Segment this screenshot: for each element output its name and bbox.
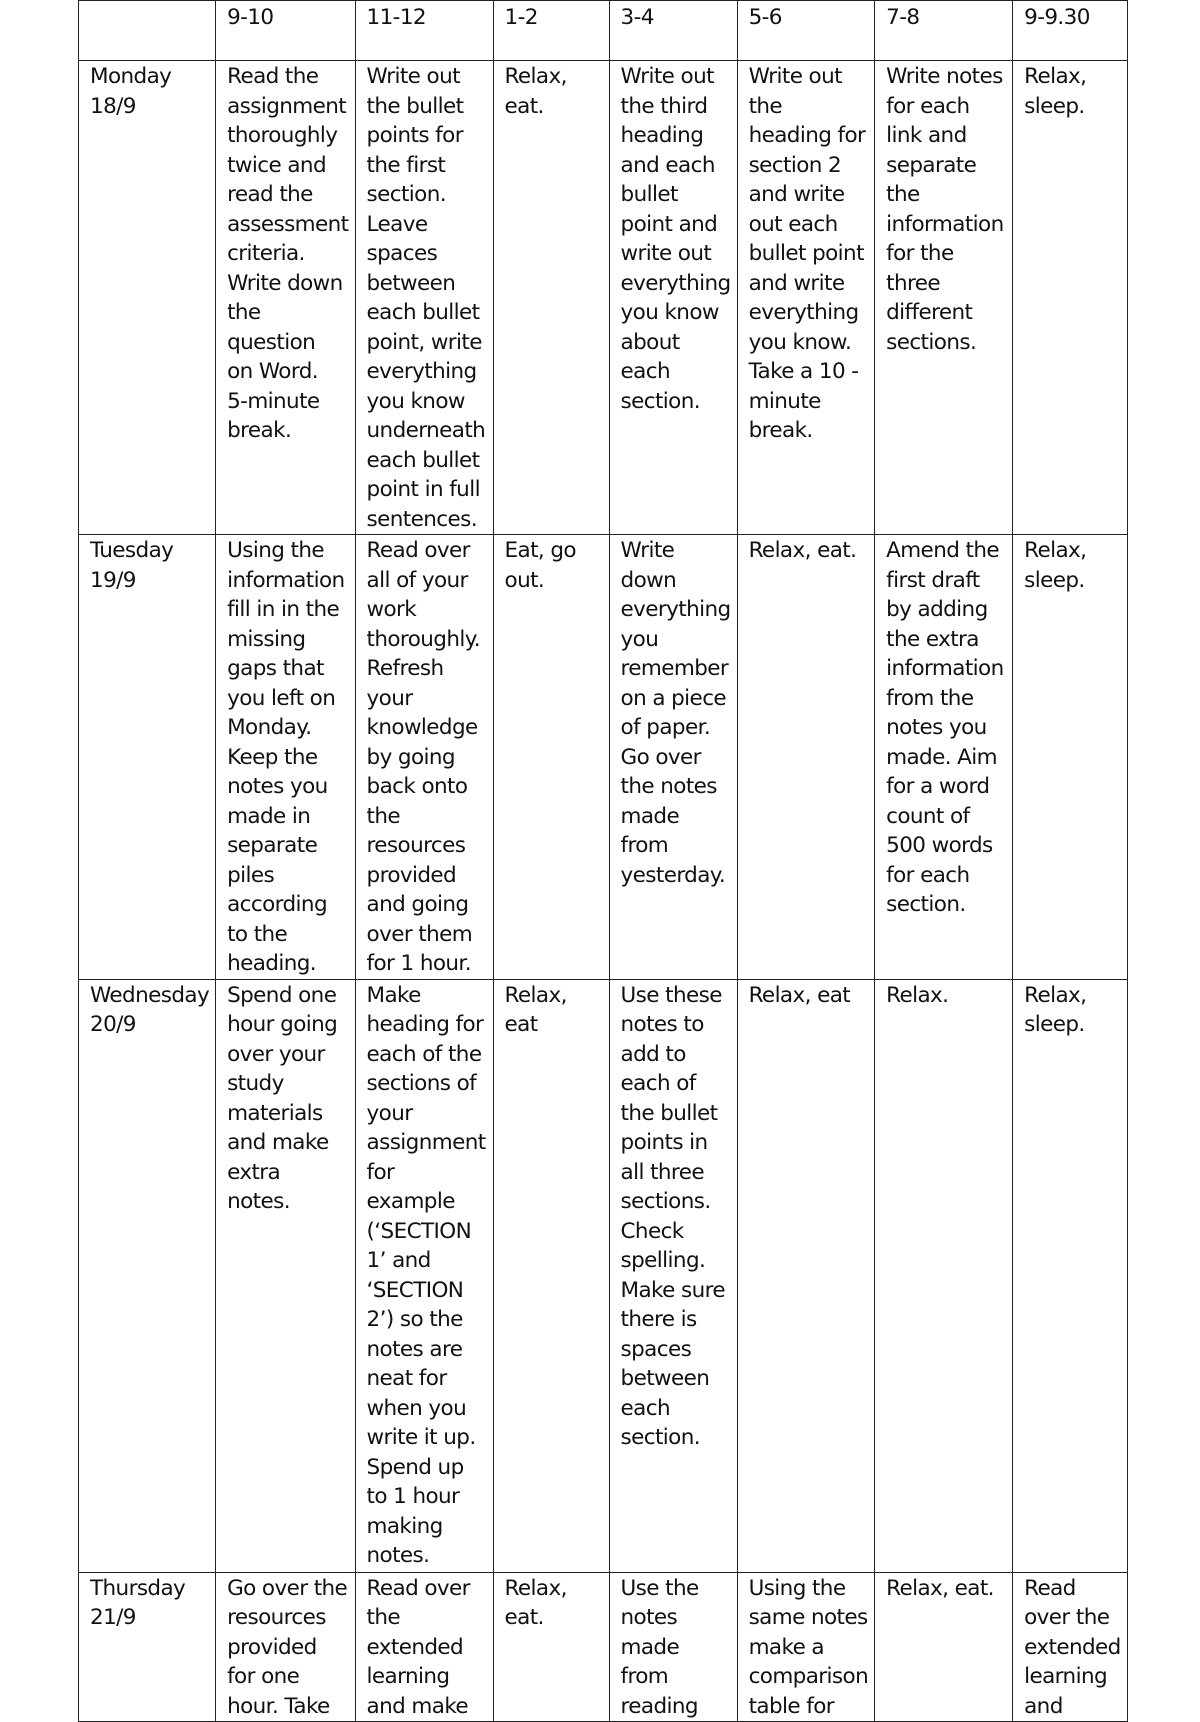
- table-cell: Relax, sleep.: [1013, 61, 1128, 535]
- day-cell: Wednesday 20/9: [79, 979, 216, 1572]
- table-cell: Read over all of your work thoroughly. Refresh your knowledge by going back onto the resources provided and going over them for 1 hour.: [355, 535, 493, 980]
- table-row-thursday: [79, 1572, 1128, 1722]
- table-cell: Relax, eat.: [493, 61, 609, 535]
- table-row-tuesday: [79, 535, 1128, 980]
- table-cell: Relax, sleep.: [1013, 535, 1128, 980]
- day-cell: Monday 18/9: [79, 61, 216, 535]
- table-cell: Relax, sleep.: [1013, 979, 1128, 1572]
- table-cell: Read over the extended learning and make: [355, 1572, 493, 1722]
- header-cell-9-930: 9-9.30: [1013, 1, 1128, 61]
- table-cell: Go over the resources provided for one hour. Take: [216, 1572, 355, 1722]
- table-cell: Read over the extended learning and: [1013, 1572, 1128, 1722]
- study-timetable: [78, 0, 1128, 1722]
- table-cell: Use the notes made from reading: [609, 1572, 737, 1722]
- header-cell-1-2: 1-2: [493, 1, 609, 61]
- table-cell: Write out the bullet points for the first section. Leave spaces between each bullet point, write everything you know underneath each bullet point in full sentences.: [355, 61, 493, 535]
- header-cell-corner: [79, 1, 216, 61]
- header-cell-3-4: 3-4: [609, 1, 737, 61]
- day-cell: Tuesday 19/9: [79, 535, 216, 980]
- table-cell: Amend the first draft by adding the extra information from the notes you made. Aim for a word count of 500 words for each section.: [875, 535, 1013, 980]
- table-cell: Relax, eat.: [493, 1572, 609, 1722]
- table-cell: Read the assignment thoroughly twice and read the assessment criteria. Write down the question on Word. 5-minute break.: [216, 61, 355, 535]
- table-row-wednesday: [79, 979, 1128, 1572]
- table-cell: Write down everything you remember on a piece of paper. Go over the notes made from yesterday.: [609, 535, 737, 980]
- table-cell: Eat, go out.: [493, 535, 609, 980]
- table-cell: Using the same notes make a comparison table for: [737, 1572, 875, 1722]
- day-cell: Thursday 21/9: [79, 1572, 216, 1722]
- table-cell: Write out the third heading and each bullet point and write out everything you know about each section.: [609, 61, 737, 535]
- header-cell-5-6: 5-6: [737, 1, 875, 61]
- table-cell: Relax.: [875, 979, 1013, 1572]
- table-cell: Make heading for each of the sections of your assignment for example (‘SECTION 1’ and ‘SECTION 2’) so the notes are neat for when you write it up. Spend up to 1 hour making notes.: [355, 979, 493, 1572]
- header-cell-11-12: 11-12: [355, 1, 493, 61]
- header-cell-9-10: 9-10: [216, 1, 355, 61]
- header-row: [79, 1, 1128, 61]
- header-cell-7-8: 7-8: [875, 1, 1013, 61]
- table-cell: Relax, eat.: [737, 535, 875, 980]
- table-cell: Relax, eat.: [875, 1572, 1013, 1722]
- table-cell: Use these notes to add to each of the bullet points in all three sections. Check spelling. Make sure there is spaces between each section.: [609, 979, 737, 1572]
- table-cell: Relax, eat: [737, 979, 875, 1572]
- table-cell: Relax, eat: [493, 979, 609, 1572]
- table-cell: Using the information fill in in the missing gaps that you left on Monday. Keep the notes you made in separate piles according to the heading.: [216, 535, 355, 980]
- table-row-monday: [79, 61, 1128, 535]
- table-cell: Write out the heading for section 2 and write out each bullet point and write everything you know. Take a 10 - minute break.: [737, 61, 875, 535]
- table-cell: Write notes for each link and separate the information for the three different sections.: [875, 61, 1013, 535]
- table-cell: Spend one hour going over your study materials and make extra notes.: [216, 979, 355, 1572]
